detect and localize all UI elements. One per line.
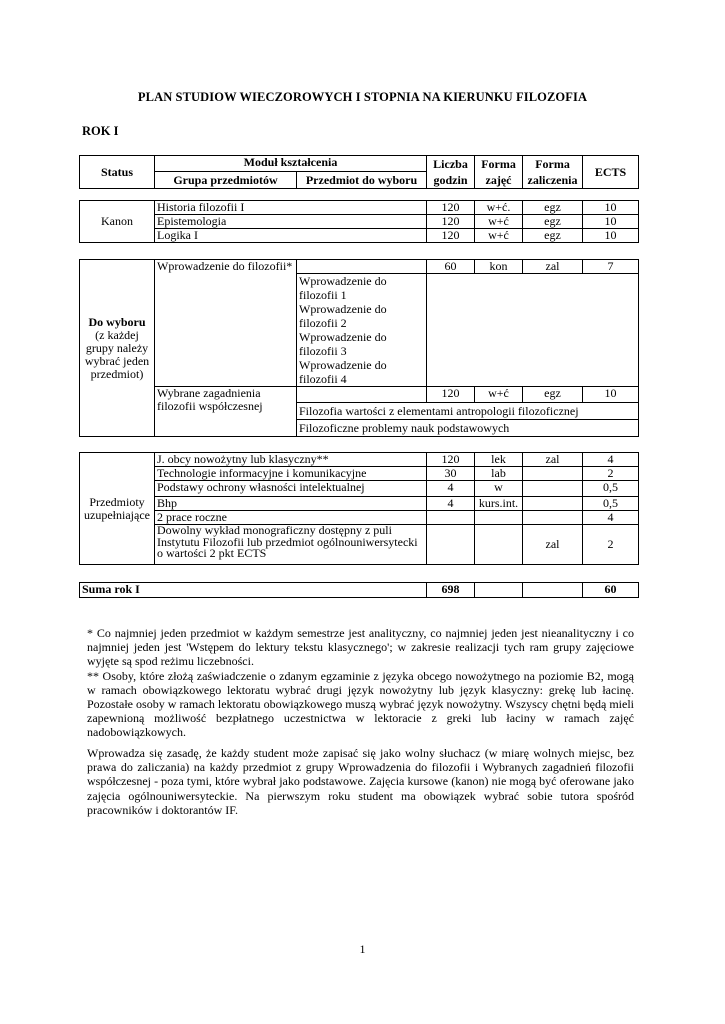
supplementary-status: Przedmioty uzupełniające bbox=[80, 453, 155, 565]
kanon-credit: egz bbox=[523, 215, 583, 229]
kanon-form: w+ć bbox=[475, 215, 523, 229]
kanon-table bbox=[79, 200, 639, 243]
sum-hours: 698 bbox=[427, 583, 475, 598]
kanon-hours: 120 bbox=[427, 229, 475, 243]
supplementary-hours: 4 bbox=[427, 481, 475, 497]
kanon-name: Historia filozofii I bbox=[155, 201, 427, 215]
supplementary-hours: 4 bbox=[427, 497, 475, 511]
footnote-1: * Co najmniej jeden przedmiot w każdym semestrze jest analityczny, co najmniej jeden jest nieanalityczny i co najmniej jeden jest 'Wstępem do lektury tekstu klasycznego'; w zakresie realizacji tych ram grupy zajęciowe wyjęte są spod reżimu liczebności. bbox=[87, 626, 634, 669]
rules-text: Wprowadza się zasadę, że każdy student może zapisać się jako wolny słuchacz (w miarę wolnych miejsc, bez prawa do zaliczania) na każdy przedmiot z grupy Wprowadzenia do filozofii i Wybranych zagadnień filozofii współczesnej - poza tymi, które wybrał jako podstawowe. Zajęcia kursowe (kanon) nie mogą być oferowane jako zajęcia ogólnouniwersyteckie. Na pierwszym roku student ma obowiązek wybrać sobie tutora spośród pracowników i doktorantów IF. bbox=[87, 746, 634, 817]
elective-contemporary-credit: egz bbox=[523, 387, 583, 403]
supplementary-form: kurs.int. bbox=[475, 497, 523, 511]
header-elective: Przedmiot do wyboru bbox=[297, 172, 427, 189]
kanon-name: Logika I bbox=[155, 229, 427, 243]
elective-option: Wprowadzenie do filozofii 4 bbox=[299, 358, 387, 386]
elective-option: Wprowadzenie do filozofii 2 bbox=[299, 302, 387, 330]
supplementary-credit: zal bbox=[523, 525, 583, 565]
supplementary-ects: 0,5 bbox=[583, 497, 639, 511]
header-group: Grupa przedmiotów bbox=[155, 172, 297, 189]
year-heading: ROK I bbox=[82, 124, 119, 138]
header-module: Moduł kształcenia bbox=[155, 156, 427, 172]
supplementary-name: Dowolny wykład monograficzny dostępny z puli Instytutu Filozofii lub przedmiot ogólnouniwersytecki o wartości 2 pkt ECTS bbox=[155, 525, 427, 565]
elective-intro-ects: 7 bbox=[583, 260, 639, 274]
elective-contemporary-ects: 10 bbox=[583, 387, 639, 403]
elective-contemporary-option: Filozofia wartości z elementami antropologii filozoficznej bbox=[297, 403, 639, 420]
document-title: PLAN STUDIOW WIECZOROWYCH I STOPNIA NA KIERUNKU FILOZOFIA bbox=[137, 90, 588, 104]
header-table bbox=[79, 155, 639, 189]
elective-intro-credit: zal bbox=[523, 260, 583, 274]
elective-option: Wprowadzenie do filozofii 1 bbox=[299, 274, 387, 302]
supplementary-name: J. obcy nowożytny lub klasyczny** bbox=[155, 453, 427, 467]
kanon-hours: 120 bbox=[427, 215, 475, 229]
header-status: Status bbox=[80, 156, 155, 189]
supplementary-name: 2 prace roczne bbox=[155, 511, 427, 525]
supplementary-ects: 0,5 bbox=[583, 481, 639, 497]
sum-table bbox=[79, 582, 639, 598]
elective-intro-options bbox=[297, 274, 427, 387]
elective-contemporary-form: w+ć bbox=[475, 387, 523, 403]
supplementary-ects: 4 bbox=[583, 453, 639, 467]
header-hours: Liczba godzin bbox=[427, 156, 475, 189]
supplementary-name: Technologie informacyjne i komunikacyjne bbox=[155, 467, 427, 481]
kanon-name: Epistemologia bbox=[155, 215, 427, 229]
supplementary-credit bbox=[523, 481, 583, 497]
rules-paragraph bbox=[87, 746, 634, 817]
elective-status-title: Do wyboru bbox=[88, 314, 146, 329]
supplementary-ects: 4 bbox=[583, 511, 639, 525]
kanon-form: w+ć. bbox=[475, 201, 523, 215]
sum-label: Suma rok I bbox=[80, 583, 427, 598]
page-number: 1 bbox=[359, 942, 366, 956]
kanon-ects: 10 bbox=[583, 229, 639, 243]
elective-intro-form: kon bbox=[475, 260, 523, 274]
kanon-ects: 10 bbox=[583, 201, 639, 215]
supplementary-hours bbox=[427, 525, 475, 565]
supplementary-hours bbox=[427, 511, 475, 525]
kanon-credit: egz bbox=[523, 229, 583, 243]
supplementary-form bbox=[475, 525, 523, 565]
header-credit: Forma zaliczenia bbox=[523, 156, 583, 189]
elective-option: Wprowadzenie do filozofii 3 bbox=[299, 330, 387, 358]
supplementary-ects: 2 bbox=[583, 525, 639, 565]
elective-table bbox=[79, 259, 639, 437]
supplementary-hours: 30 bbox=[427, 467, 475, 481]
supplementary-credit bbox=[523, 467, 583, 481]
supplementary-ects: 2 bbox=[583, 467, 639, 481]
supplementary-form: w bbox=[475, 481, 523, 497]
header-ects: ECTS bbox=[583, 156, 639, 189]
kanon-ects: 10 bbox=[583, 215, 639, 229]
supplementary-table bbox=[79, 452, 639, 565]
header-form: Forma zajęć bbox=[475, 156, 523, 189]
elective-intro-hours: 60 bbox=[427, 260, 475, 274]
supplementary-name: Podstawy ochrony własności intelektualnej bbox=[155, 481, 427, 497]
elective-contemporary-option: Filozoficzne problemy nauk podstawowych bbox=[297, 420, 639, 437]
elective-status bbox=[80, 260, 155, 437]
sum-ects: 60 bbox=[583, 583, 639, 598]
kanon-credit: egz bbox=[523, 201, 583, 215]
supplementary-hours: 120 bbox=[427, 453, 475, 467]
footnotes bbox=[87, 626, 634, 740]
supplementary-form: lek bbox=[475, 453, 523, 467]
supplementary-name: Bhp bbox=[155, 497, 427, 511]
elective-intro-name: Wprowadzenie do filozofii* bbox=[155, 260, 297, 387]
supplementary-credit bbox=[523, 497, 583, 511]
supplementary-credit: zal bbox=[523, 453, 583, 467]
supplementary-form: lab bbox=[475, 467, 523, 481]
kanon-form: w+ć bbox=[475, 229, 523, 243]
footnote-2: ** Osoby, które złożą zaświadczenie o zdanym egzaminie z języka obcego nowożytnego na poziomie B2, mogą w ramach obowiązkowego lektoratu wybrać drugi język nowożytny lub język klasyczny: grekę lub łacinę. Pozostałe osoby w ramach lektoratu obowiązkowego muszą wybrać język nowożytny. Wszyscy chętni będą mieli zapewnioną możliwość bezpłatnego uczestnictwa w lektoracie z greki lub łaciny w ramach zajęć nadobowiązkowych. bbox=[87, 668, 634, 740]
supplementary-form bbox=[475, 511, 523, 525]
elective-contemporary-hours: 120 bbox=[427, 387, 475, 403]
elective-contemporary-name: Wybrane zagadnienia filozofii współczesnej bbox=[155, 387, 297, 437]
supplementary-credit bbox=[523, 511, 583, 525]
kanon-hours: 120 bbox=[427, 201, 475, 215]
elective-status-note: (z każdej grupy należy wybrać jeden przedmiot) bbox=[84, 327, 150, 381]
kanon-status: Kanon bbox=[80, 201, 155, 243]
